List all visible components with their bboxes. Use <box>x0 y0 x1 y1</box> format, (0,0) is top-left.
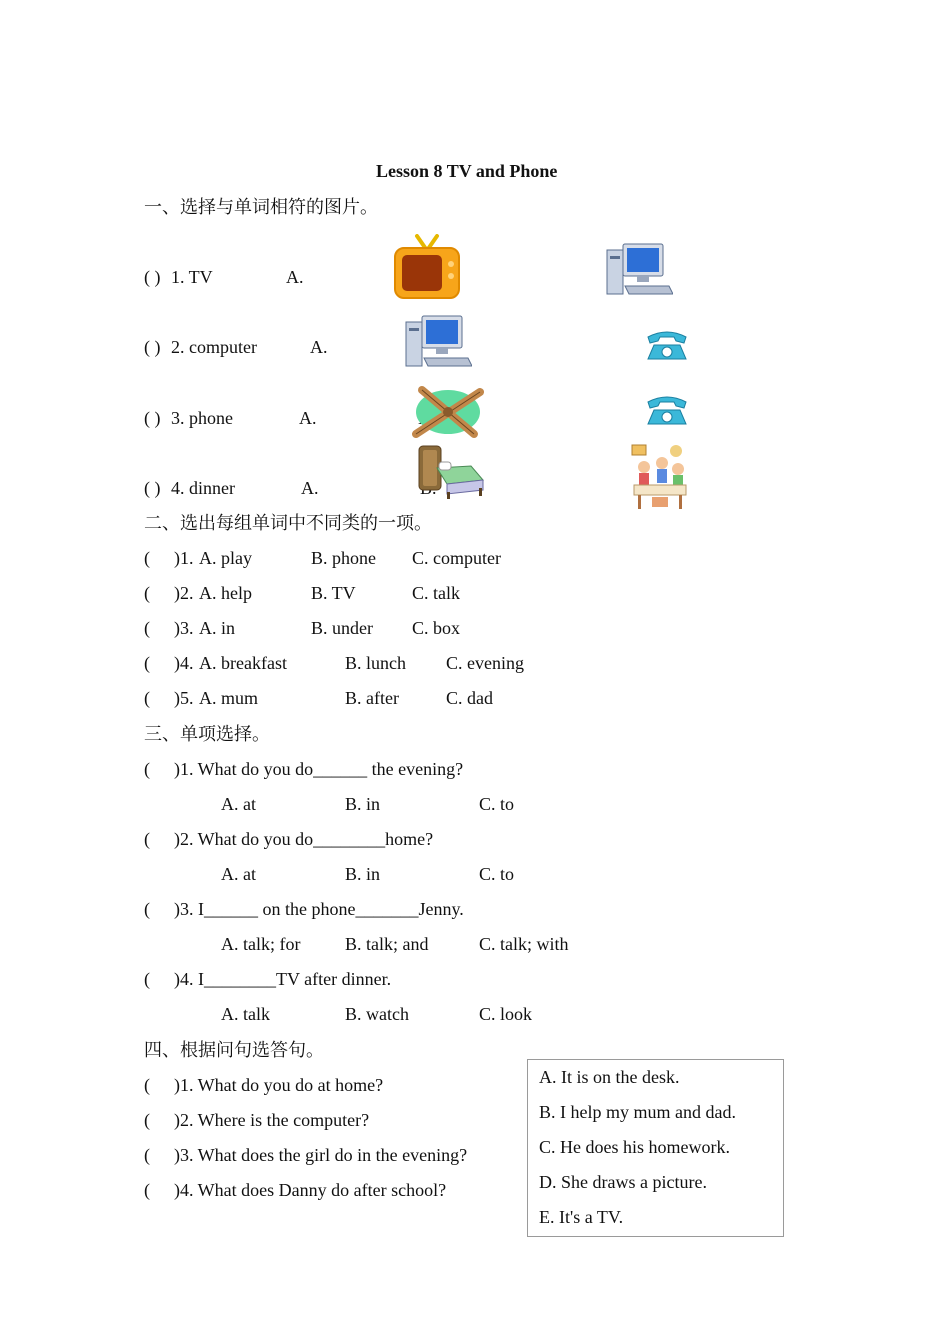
s1-q3-paren: ( ) <box>144 408 161 428</box>
s3-q2-option-a: A. at <box>221 864 256 884</box>
s3-q4-option-c: C. look <box>479 1004 533 1024</box>
s4-q4-text: )4. What does Danny do after school? <box>174 1180 447 1200</box>
s3-q3-paren: ( <box>144 899 150 919</box>
s3-q3-option-b: B. talk; and <box>345 934 429 954</box>
s2-q1-option-c: C. computer <box>412 548 501 568</box>
s2-q2-option-b: B. TV <box>311 583 356 603</box>
s1-q2-word: 2. computer <box>171 337 257 357</box>
s4-answer-a: A. It is on the desk. <box>539 1067 680 1087</box>
s2-q1-paren: ( <box>144 548 150 568</box>
s2-q3-paren: ( <box>144 618 150 638</box>
s3-q3-question: )3. I______ on the phone_______Jenny. <box>174 899 464 919</box>
s2-q3-option-c: C. box <box>412 618 461 638</box>
s3-q2-option-c: C. to <box>479 864 515 884</box>
s1-q4-word: 4. dinner <box>171 478 235 498</box>
s1-q2-option-a: A. <box>310 337 328 357</box>
s4-q1-text: )1. What do you do at home? <box>174 1075 384 1095</box>
s2-q3-option-a: A. in <box>199 618 235 638</box>
s2-q5-num: )5. <box>174 688 194 708</box>
s4-answer-c: C. He does his homework. <box>539 1137 730 1157</box>
s3-q3-option-c: C. talk; with <box>479 934 569 954</box>
s2-q1-num: )1. <box>174 548 194 568</box>
bed-icon <box>417 444 485 500</box>
s3-q1-paren: ( <box>144 759 150 779</box>
s3-q2-question: )2. What do you do________home? <box>174 829 434 849</box>
s1-q1-word: 1. TV <box>171 267 213 287</box>
s3-q2-option-b: B. in <box>345 864 381 884</box>
s3-q1-question: )1. What do you do______ the evening? <box>174 759 464 779</box>
section2-heading: 二、选出每组单词中不同类的一项。 <box>144 513 432 533</box>
s1-q3-option-a: A. <box>299 408 317 428</box>
s2-q4-option-c: C. evening <box>446 653 524 673</box>
s2-q5-option-b: B. after <box>345 688 399 708</box>
s3-q1-option-c: C. to <box>479 794 515 814</box>
s4-q4-paren: ( <box>144 1180 150 1200</box>
s4-answer-d: D. She draws a picture. <box>539 1172 707 1192</box>
s2-q4-num: )4. <box>174 653 194 673</box>
s4-q2-text: )2. Where is the computer? <box>174 1110 370 1130</box>
s4-q3-text: )3. What does the girl do in the evening? <box>174 1145 468 1165</box>
computer-icon <box>402 312 472 372</box>
s2-q1-option-b: B. phone <box>311 548 376 568</box>
s2-q2-paren: ( <box>144 583 150 603</box>
computer-icon <box>603 240 673 300</box>
s2-q4-paren: ( <box>144 653 150 673</box>
phone-icon <box>644 329 690 361</box>
s2-q5-option-a: A. mum <box>199 688 259 708</box>
page-title: Lesson 8 TV and Phone <box>376 161 558 181</box>
s1-q4-paren: ( ) <box>144 478 161 498</box>
s4-answer-b: B. I help my mum and dad. <box>539 1102 736 1122</box>
s2-q1-option-a: A. play <box>199 548 252 568</box>
phone-icon <box>644 394 690 426</box>
s4-q3-paren: ( <box>144 1145 150 1165</box>
s2-q2-option-a: A. help <box>199 583 252 603</box>
s2-q4-option-b: B. lunch <box>345 653 406 673</box>
s4-q2-paren: ( <box>144 1110 150 1130</box>
s2-q2-num: )2. <box>174 583 194 603</box>
s3-q3-option-a: A. talk; for <box>221 934 301 954</box>
s3-q1-option-a: A. at <box>221 794 256 814</box>
s1-q2-paren: ( ) <box>144 337 161 357</box>
s3-q4-option-b: B. watch <box>345 1004 409 1024</box>
s3-q4-paren: ( <box>144 969 150 989</box>
s1-q1-option-a: A. <box>286 267 304 287</box>
section3-heading: 三、单项选择。 <box>144 724 270 744</box>
section4-heading: 四、根据问句选答句。 <box>144 1040 324 1060</box>
tv-icon <box>393 234 461 300</box>
s2-q4-option-a: A. breakfast <box>199 653 287 673</box>
kite-icon <box>412 384 486 440</box>
s3-q1-option-b: B. in <box>345 794 381 814</box>
section1-heading: 一、选择与单词相符的图片。 <box>144 197 378 217</box>
s1-q1-paren: ( ) <box>144 267 161 287</box>
s2-q2-option-c: C. talk <box>412 583 460 603</box>
s2-q5-paren: ( <box>144 688 150 708</box>
s1-q3-word: 3. phone <box>171 408 233 428</box>
s3-q2-paren: ( <box>144 829 150 849</box>
s4-q1-paren: ( <box>144 1075 150 1095</box>
s3-q4-option-a: A. talk <box>221 1004 270 1024</box>
s1-q4-option-a: A. <box>301 478 319 498</box>
s3-q4-question: )4. I________TV after dinner. <box>174 969 392 989</box>
s4-answer-e: E. It's a TV. <box>539 1207 624 1227</box>
family-dinner-icon <box>630 443 690 513</box>
s2-q5-option-c: C. dad <box>446 688 493 708</box>
s2-q3-option-b: B. under <box>311 618 373 638</box>
s2-q3-num: )3. <box>174 618 194 638</box>
